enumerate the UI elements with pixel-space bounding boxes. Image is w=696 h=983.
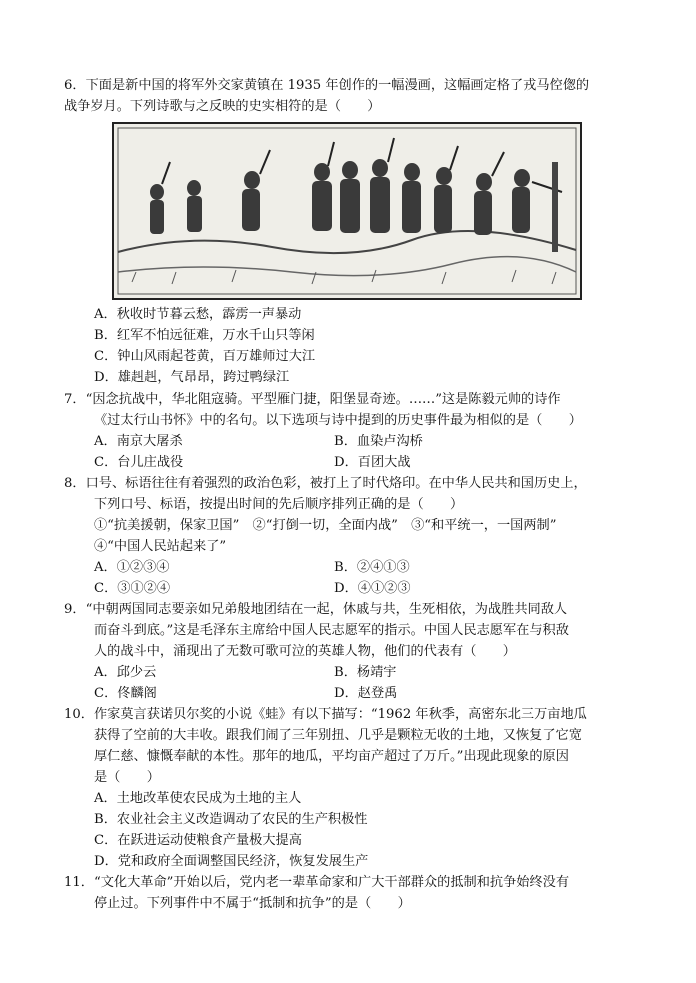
q10-option-d: D．党和政府全面调整国民经济，恢复发展生产 xyxy=(94,854,369,869)
q6-stem-line1: 6．下面是新中国的将军外交家黄镇在 1935 年创作的一幅漫画，这幅画定格了戎马倥偬的 xyxy=(64,78,590,93)
q11-stem-line1: 11．“文化大革命”开始以后，党内老一辈革命家和广大干部群众的抵制和抗争始终没有 xyxy=(64,875,570,890)
q10-stem-line3: 厚仁慈、慷慨奉献的本性。那年的地瓜，平均亩产超过了万斤。”出现此现象的原因 xyxy=(94,749,569,764)
q10-stem-line1: 10．作家莫言获诺贝尔奖的小说《蛙》有以下描写：“1962 年秋季，高密东北三万亩地瓜 xyxy=(64,707,587,722)
q6-option-d: D．雄赳赳，气昂昂，跨过鸭绿江 xyxy=(94,370,290,385)
q9-stem-line3: 人的战斗中，涌现出了无数可歌可泣的英雄人物，他们的代表有（ ） xyxy=(94,644,516,659)
q7-option-c: C．台儿庄战役 xyxy=(94,455,184,470)
q8-stem-line4: ④“中国人民站起来了” xyxy=(94,539,227,554)
q6-option-a: A．秋收时节暮云愁，霹雳一声暴动 xyxy=(94,307,302,322)
q6-stem-line2: 战争岁月。下列诗歌与之反映的史实相符的是（ ） xyxy=(64,99,381,114)
q11-stem-line2: 停止过。下列事件中不属于“抵制和抗争”的是（ ） xyxy=(94,896,411,911)
q10-option-c: C．在跃进运动使粮食产量极大提高 xyxy=(94,833,302,848)
q7-option-d: D．百团大战 xyxy=(334,455,411,470)
q9-option-a: A．邱少云 xyxy=(94,665,157,680)
cartoon-image xyxy=(112,122,582,300)
q10-stem-line2: 获得了空前的大丰收。跟我们闹了三年别扭、几乎是颗粒无收的土地，又恢复了它宽 xyxy=(94,728,582,743)
q10-stem-line4: 是（ ） xyxy=(94,770,160,785)
q9-option-d: D．赵登禹 xyxy=(334,686,398,701)
q8-stem-line3: ①“抗美援朝，保家卫国” ②“打倒一切，全面内战” ③“和平统一，一国两制” xyxy=(94,518,557,533)
q6-option-c: C．钟山风雨起苍黄，百万雄师过大江 xyxy=(94,349,316,364)
q7-stem-line2: 《过太行山书怀》中的名句。以下选项与诗中提到的历史事件最为相似的是（ ） xyxy=(94,413,582,428)
q9-stem-line1: 9．“中朝两国同志要亲如兄弟般地团结在一起，休戚与共，生死相依，为战胜共同敌人 xyxy=(64,602,568,617)
q8-stem-line2: 下列口号、标语，按提出时间的先后顺序排列正确的是（ ） xyxy=(94,497,464,512)
q10-option-a: A．土地改革使农民成为土地的主人 xyxy=(94,791,302,806)
q9-option-c: C．佟麟阁 xyxy=(94,686,157,701)
q9-option-b: B．杨靖宇 xyxy=(334,665,397,680)
q7-stem-line1: 7．“因念抗战中，华北阻寇骑。平型雁门捷，阳堡显奇迹。……”这是陈毅元帅的诗作 xyxy=(64,392,561,407)
q8-option-d: D．④①②③ xyxy=(334,581,411,596)
q8-option-c: C．③①②④ xyxy=(94,581,171,596)
q8-option-a: A．①②③④ xyxy=(94,560,170,575)
q8-option-b: B．②④①③ xyxy=(334,560,410,575)
q7-option-b: B．血染卢沟桥 xyxy=(334,434,423,449)
q10-option-b: B．农业社会主义改造调动了农民的生产积极性 xyxy=(94,812,368,827)
q8-stem-line1: 8．口号、标语往往有着强烈的政治色彩，被打上了时代烙印。在中华人民共和国历史上， xyxy=(64,476,587,491)
q6-option-b: B．红军不怕远征难，万水千山只等闲 xyxy=(94,328,315,343)
q7-option-a: A．南京大屠杀 xyxy=(94,434,183,449)
q9-stem-line2: 而奋斗到底。”这是毛泽东主席给中国人民志愿军的指示。中国人民志愿军在与积敌 xyxy=(94,623,569,638)
